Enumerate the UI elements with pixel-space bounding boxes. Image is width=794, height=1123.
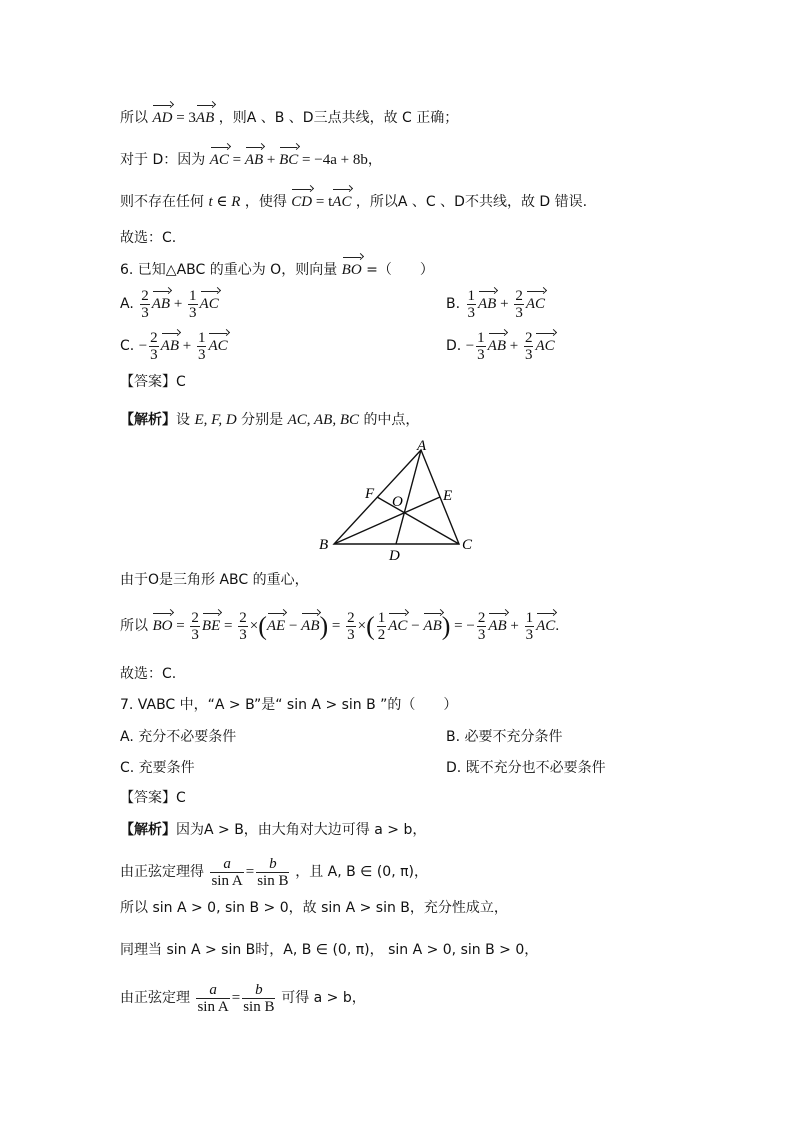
vector-ac: AC — [209, 152, 229, 168]
option-7d[interactable]: D. 既不充分也不必要条件 — [446, 760, 606, 776]
derivation-bo: 所以 BO = $\frac{2}{3}$ BE = $\frac{2}{3}$ ×(AE − AB) = $\frac{2}{3}$ ×( $\frac{1}{2}$ AC − AB) = − $\frac{2}{3}$ AB + $\frac{1}{3}$ AC. — [120, 610, 560, 643]
option-a[interactable]: A. $\frac{2}{3}$ AB + $\frac{1}{3}$ AC — [120, 288, 219, 321]
converse-line: 同理当 sin A > sin B时，A, B ∈ (0, π)， sin A > 0, sin B > 0， — [120, 942, 539, 958]
option-d[interactable]: D. − $\frac{1}{3}$ AB + $\frac{2}{3}$ AC — [446, 330, 555, 363]
question-6-stem: 6. 已知△ABC 的重心为 O，则向量 BO =（ ） — [120, 262, 434, 278]
analysis-7: 【解析】因为A > B，由大角对大边可得 a > b， — [120, 822, 427, 838]
label-a: A — [417, 440, 427, 454]
analysis-6: 【解析】设 E, F, D 分别是 AC, AB, BC 的中点， — [120, 412, 420, 428]
sine-rule-line-2: 由正弦定理 $\frac{a}{\text{sin A}}$ = $\frac{b}{\text{sin B}}$ 可得 a > b， — [120, 982, 366, 1015]
triangle-figure — [316, 440, 482, 566]
line-check-d: 对于 D：因为 AC = AB + BC = −4a + 8b， — [120, 152, 382, 168]
label-d: D — [389, 548, 400, 564]
option-c[interactable]: C. − $\frac{2}{3}$ AB + $\frac{1}{3}$ AC — [120, 330, 228, 363]
label-f: F — [365, 486, 375, 502]
vector-bc: BC — [279, 152, 299, 168]
label-e: E — [443, 488, 453, 504]
option-7b[interactable]: B. 必要不充分条件 — [446, 729, 563, 745]
label-b: B — [319, 537, 329, 553]
option-7c[interactable]: C. 充要条件 — [120, 760, 195, 776]
sine-rule-line: 由正弦定理得 $\frac{a}{\text{sin A}}$ = $\frac{b}{\text{sin B}}$ ，且 A, B ∈ (0, π)， — [120, 856, 428, 889]
answer-6: 【答案】C — [120, 374, 186, 390]
vector-ab: AB — [195, 110, 215, 126]
median-cf — [377, 497, 459, 544]
line-ad-collinear: 所以 AD = 3AB ，则A 、B 、D三点共线，故 C 正确； — [120, 110, 459, 126]
choose-line: 故选：C. — [120, 230, 177, 246]
positivity-line: 所以 sin A > 0, sin B > 0，故 sin A > sin B，充分性成立， — [120, 900, 508, 916]
centroid-line: 由于O是三角形 ABC 的重心， — [120, 572, 309, 588]
vector-ab: AB — [244, 152, 264, 168]
option-b[interactable]: B. $\frac{1}{3}$ AB + $\frac{2}{3}$ AC — [446, 288, 545, 321]
vector-cd: CD — [291, 194, 313, 210]
question-7-stem: 7. VABC 中，“A > B”是“ sin A > sin B ”的（ ） — [120, 697, 458, 713]
option-7a[interactable]: A. 充分不必要条件 — [120, 729, 237, 745]
label-o: O — [392, 494, 403, 510]
vector-bo: BO — [341, 262, 362, 278]
line-not-collinear: 则不存在任何 t ∈ R ，使得 CD = tAC ，所以A 、C 、D不共线，故 D 错误. — [120, 194, 588, 210]
median-be — [334, 497, 440, 544]
label-c: C — [462, 537, 473, 553]
vector-ac: AC — [332, 194, 352, 210]
vector-ad: AD — [152, 110, 173, 126]
answer-7: 【答案】C — [120, 790, 186, 806]
choose-line-6: 故选：C. — [120, 666, 177, 682]
